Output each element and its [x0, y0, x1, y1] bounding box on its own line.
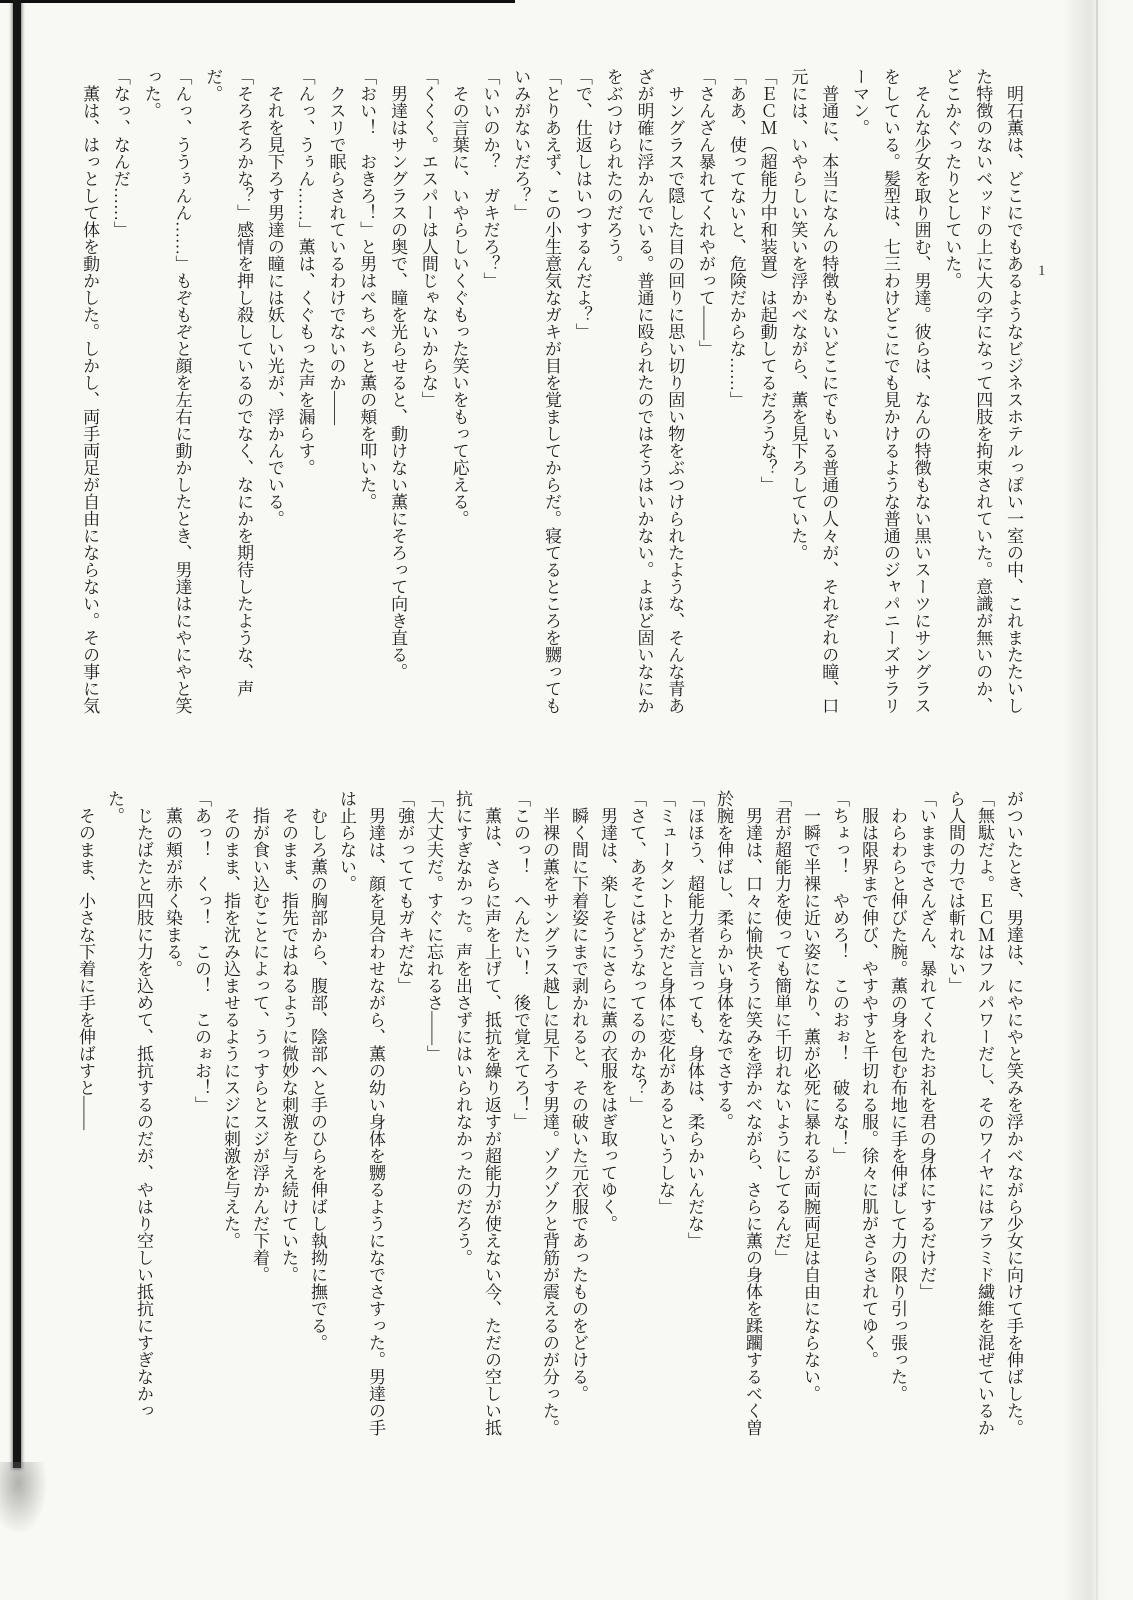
paragraph: むしろ薫の胸部から、腹部、陰部へと手のひらを伸ばし執拗に撫でる。	[308, 807, 327, 1351]
paragraph: 「おい！ おきろ！」と男はぺちぺちと薫の頬を叩いた。	[357, 68, 377, 510]
page-crease	[1096, 0, 1098, 1600]
paragraph: じたばたと四肢に力を込めて、抵抗するのだが、やはり空しい抵抗にすぎなかった。	[105, 790, 153, 1419]
paragraph: 薫は、はっとして体を動かした。しかし、両手両足が自由にならない。その事に気	[80, 85, 100, 714]
paragraph: 「ミュータントとかだと身体に変化があるというしな」	[656, 790, 675, 1215]
paragraph: 「ほほう、超能力者と言っても、身体は、柔らかいんだな」	[685, 790, 704, 1249]
page-curve-shadow	[1062, 0, 1112, 1600]
paragraph: 男達はサングラスの奥で、瞳を光らせると、動けない薫にそろって向き直る。	[388, 85, 408, 680]
paragraph: 「ちょっ！ やめろ！ このおぉ！ 破るな！」	[830, 790, 849, 1164]
paragraph: 「君が超能力を使っても簡単に千切れないようにしてるんだ」	[772, 790, 791, 1266]
paragraph: 一瞬で半裸に近い姿になり、薫が必死に暴れるが両腕両足は自由にならない。	[801, 807, 820, 1402]
scan-smudge	[0, 1462, 46, 1532]
paragraph: 「なっ、なんだ……」	[110, 68, 130, 238]
paragraph: 「さんざん暴れてくれやがって――」	[696, 68, 716, 357]
bottom-text-block	[76, 790, 1028, 1436]
paragraph: 男達は、口々に愉快そうに笑みを浮かべながら、さらに薫の身体を蹂躙するべく曽於腕を伸ばし、柔らかい身体をなでさする。	[714, 790, 762, 1436]
paragraph: 「んっ、ううぅんん……」もぞもぞと顔を左右に動かしたとき、男達はにやにやと笑った。	[141, 68, 192, 714]
paragraph: 「ＥＣＭ（超能力中和装置）は起動してるだろうな？」	[757, 68, 777, 493]
paragraph: 普通に、本当になんの特徴もないどこにでもいる普通の人々が、それぞれの瞳、口元には、いやらしい笑いを浮かべながら、薫を見下ろしていた。	[788, 68, 839, 714]
top-text-block	[80, 68, 1028, 714]
paragraph: そんな少女を取り囲む、男達。彼らは、なんの特徴もない黒いスーツにサングラスをしている。髪型は、七三わけどこにでも見かけるような普通のジャパニーズサラリーマン。	[850, 68, 931, 714]
paragraph: 「あっ！ くっ！ この！ このぉお！」	[192, 790, 211, 1113]
paragraph: わらわらと伸びた腕。薫の身を包む布地に手を伸ばして力の限り引っ張った。	[888, 807, 907, 1402]
paragraph: 「無駄だよ。ＥＣＭはフルパワーだし、そのワイヤにはアラミド繊維を混ぜているから人間の力では斬れない」	[946, 790, 994, 1436]
paragraph: 「いいのか？ ガキだろ？」	[480, 68, 500, 289]
paragraph: 半裸の薫をサングラス越しに見下ろす男達。ゾクゾクと背筋が震えるのが分った。	[540, 807, 559, 1436]
paragraph: 「で、仕返しはいつするんだよ？」	[572, 68, 592, 340]
scan-left-edge-shadow	[13, 0, 21, 1468]
paragraph: そのまま、指先ではねるように微妙な刺激を与え続けていた。	[279, 807, 298, 1283]
paragraph: 「ああ、使ってないと、危険だからな……」	[726, 68, 746, 408]
paragraph: そのまま、指を沈み込ませるようにスジに刺激を与えた。	[221, 807, 240, 1249]
paragraph: 「んっ、うぅん……」薫は、くぐもった声を漏らす。	[295, 68, 315, 476]
paragraph: 男達は、楽しそうにさらに薫の衣服をはぎ取ってゆく。	[598, 807, 617, 1232]
paragraph: 薫の頬が赤く染まる。	[163, 807, 182, 977]
paragraph: 指が食い込むことによって、うっすらとスジが浮かんだ下着。	[250, 807, 269, 1283]
paragraph: 「さて、あそこはどうなってるのかな？」	[627, 790, 646, 1113]
paragraph: 「強がっててもガキだな」	[395, 790, 414, 994]
paragraph: 男達は、顔を見合わせながら、薫の幼い身体を嬲るようになでさすった。男達の手は止らない。	[337, 790, 385, 1436]
paragraph: 瞬く間に下着姿にまで剥かれると、その破いた元衣服であったものをどける。	[569, 807, 588, 1402]
paragraph: 「大丈夫だ。すぐに忘れるさ――」	[424, 790, 443, 1062]
paragraph: それを見下ろす男達の瞳には妖しい光が、浮かんでいる。	[264, 85, 284, 527]
paragraph: 「このっ！ へんたい！ 後で覚えてろ！」	[511, 790, 530, 1130]
paragraph: 薫は、さらに声を上げて、抵抗を繰り返すが超能力が使えない今、ただの空しい抵抗にすぎなかった。声を出さずにはいられなかったのだろう。	[453, 790, 501, 1436]
paragraph: その言葉に、いやらしいくぐもった笑いをもって応える。	[449, 85, 469, 527]
paragraph: 服は限界まで伸び、やすやすと千切れる服。徐々に肌がさらされてゆく。	[859, 807, 878, 1368]
paragraph: がついたとき、男達は、にやにやと笑みを浮かべながら少女に向けて手を伸ばした。	[1004, 790, 1023, 1436]
paragraph: 「くくく。エスパーは人間じゃないからな」	[418, 68, 438, 408]
paragraph: サングラスで隠した目の回りに思い切り固い物をぶつけられたような、そんな青あざが明確に浮かんでいる。普通に殴られたのではそうはいかない。よほど固いなにかをぶつけられたのだろう。	[603, 68, 685, 714]
paragraph: 明石薫は、どこにでもあるようなビジネスホテルっぽい一室の中、これまたたいした特徴のないベッドの上に大の字になって四肢を拘束されていた。意識が無いのか、どこかぐったりとしていた。	[942, 68, 1023, 714]
paragraph: 「とりあえず、この小生意気なガキが目を覚ましてからだ。寝てるところを嬲ってもいみがないだろ？」	[511, 68, 562, 714]
paragraph: クスリで眠らされているわけでないのか――	[326, 85, 346, 425]
scan-top-edge-line	[0, 0, 515, 3]
paragraph: 「いままでさんざん、暴れてくれたお礼を君の身体にするだけだ」	[917, 790, 936, 1300]
paragraph: 「そろそろかな？」感情を押し殺しているのでなく、なにかを期待したような、声だ。	[203, 68, 254, 697]
page-number: 1	[1038, 263, 1046, 279]
paragraph: そのまま、小さな下着に手を伸ばすと――	[76, 807, 95, 1130]
